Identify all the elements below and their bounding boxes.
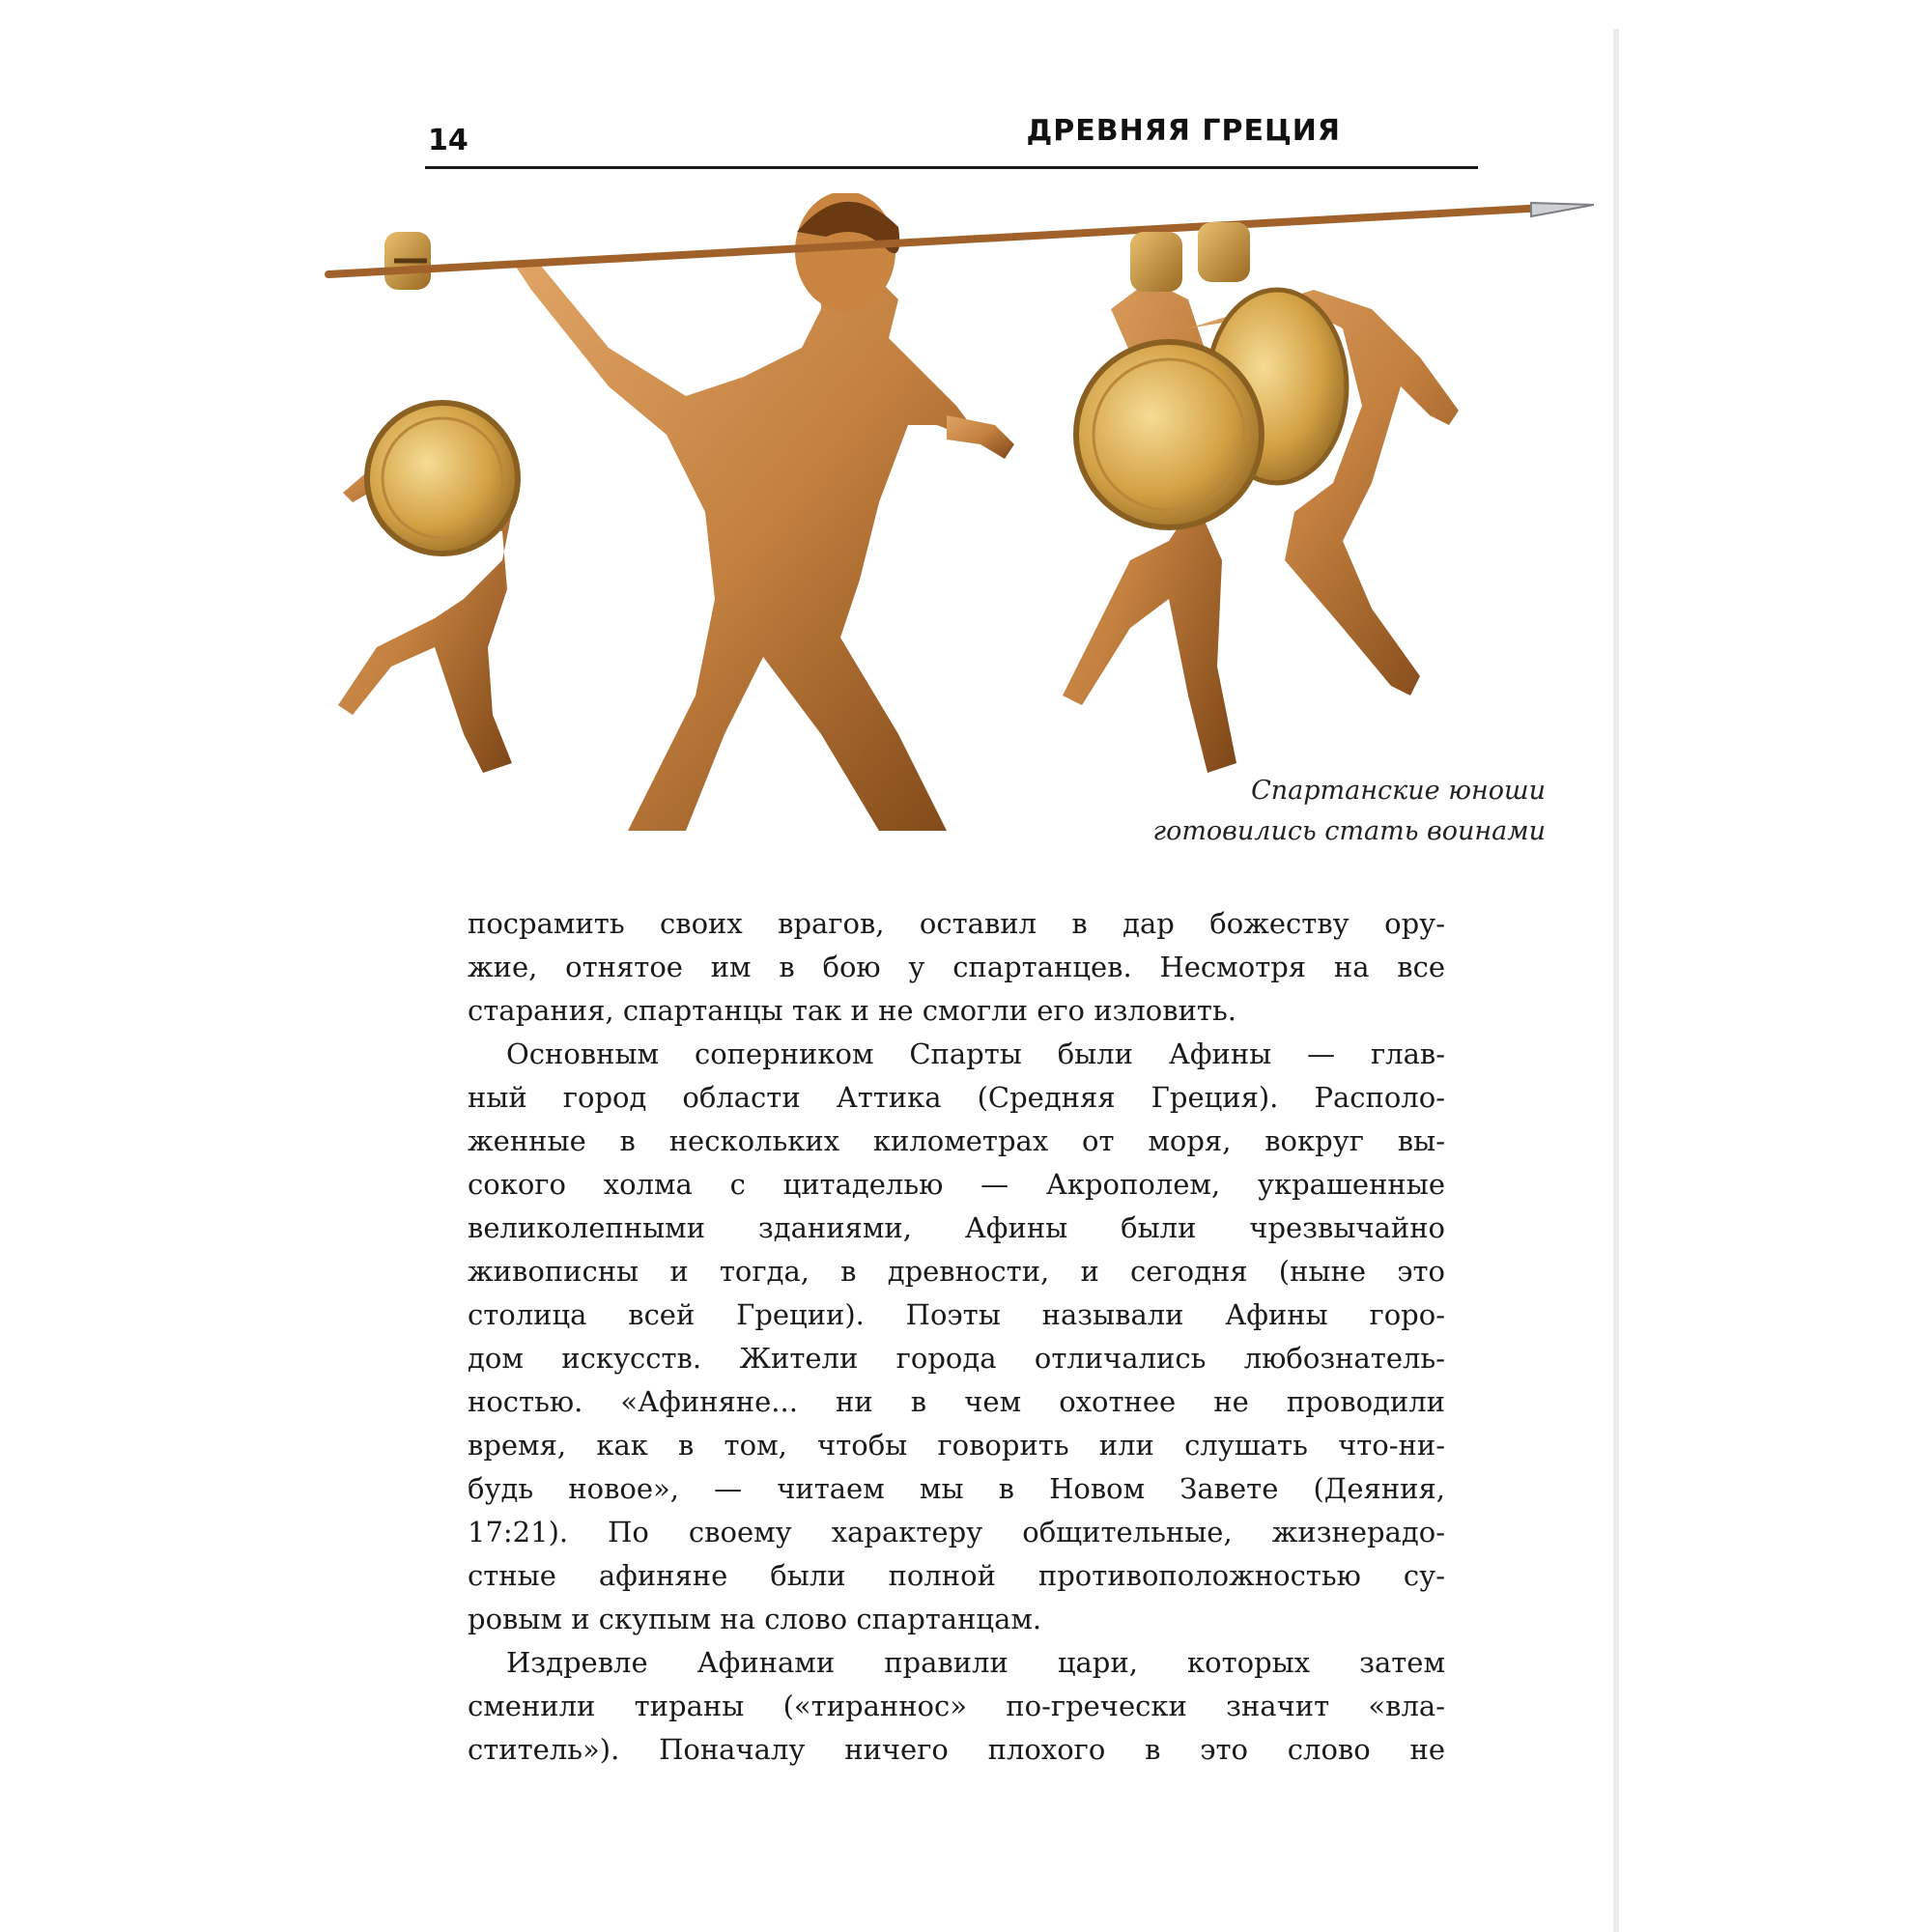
text-line: Основным соперником Спарты были Афины — глав- xyxy=(506,1037,1445,1070)
caption-line: Спартанские юноши xyxy=(1251,776,1546,806)
javelin xyxy=(328,208,1546,274)
caption-line: готовились стать воинами xyxy=(1152,816,1546,846)
body-text xyxy=(468,902,1445,1772)
text-line: стные афиняне были полной противоположностью су- xyxy=(468,1559,1445,1592)
text-line: ностью. «Афиняне... ни в чем охотнее не проводили xyxy=(468,1385,1445,1418)
text-line: ститель»). Поначалу ничего плохого в это слово не xyxy=(468,1733,1445,1766)
text-line: столица всей Греции). Поэты называли Афины горо- xyxy=(468,1298,1445,1331)
center-javelin-thrower-figure xyxy=(512,193,1014,831)
text-line: великолепными зданиями, Афины были чрезвычайно xyxy=(468,1211,1445,1244)
text-line: 17:21). По своему характеру общительные, жизнерадо- xyxy=(468,1516,1445,1548)
text-line: ный город области Аттика (Средняя Греция). Располо- xyxy=(468,1081,1445,1114)
running-title: ДРЕВНЯЯ ГРЕЦИЯ xyxy=(1026,114,1341,148)
javelin-tip xyxy=(1531,203,1594,216)
text-line: живописны и тогда, в древности, и сегодня (ныне это xyxy=(468,1255,1445,1288)
text-line: жие, отнятое им в бою у спартанцев. Несмотря на все xyxy=(468,951,1445,983)
text-line: ровым и скупым на слово спартанцам. xyxy=(468,1603,1042,1635)
right-warriors-figure xyxy=(1063,222,1459,773)
spartan-youths-illustration xyxy=(319,193,1594,869)
text-line: дом искусств. Жители города отличались любознатель- xyxy=(468,1342,1445,1375)
text-line: старания, спартанцы так и не смогли его изловить. xyxy=(468,994,1236,1027)
text-line: время, как в том, чтобы говорить или слушать что-ни- xyxy=(468,1429,1445,1462)
figure-caption xyxy=(1053,771,1546,852)
text-line: женные в нескольких километрах от моря, вокруг вы- xyxy=(468,1124,1445,1157)
text-line: будь новое», — читаем мы в Новом Завете (Деяния, xyxy=(468,1472,1445,1505)
text-line: Издревле Афинами правили цари, которых затем xyxy=(506,1646,1445,1679)
text-line: сменили тираны («тираннос» по-гречески значит «вла- xyxy=(468,1690,1445,1722)
left-warrior-figure xyxy=(338,232,518,773)
page-number: 14 xyxy=(428,124,469,157)
text-line: сокого холма с цитаделью — Акрополем, украшенные xyxy=(468,1168,1445,1201)
header-rule xyxy=(425,166,1478,169)
text-line: посрамить своих врагов, оставил в дар божеству ору- xyxy=(468,907,1445,940)
